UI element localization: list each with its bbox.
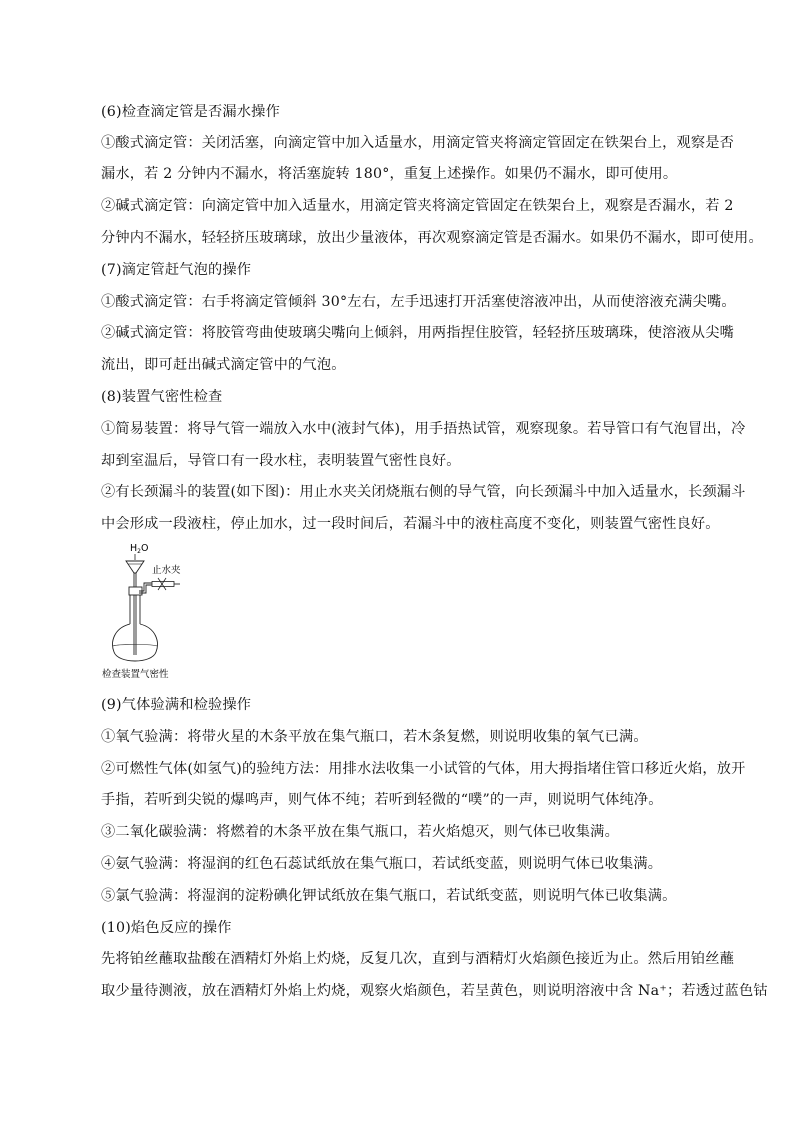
paragraph-10-1-line-2: 取少量待测液，放在酒精灯外焰上灼烧，观察火焰颜色，若呈黄色，则说明溶液中含 Na⁺；若透过蓝色钴: [101, 983, 768, 999]
paragraph-9-2-line-1: ②可燃性气体(如氢气)的验纯方法：用排水法收集一小试管的气体，用大拇指堵住管口移近火焰，放开: [101, 761, 746, 777]
clamp-icon: [158, 578, 166, 590]
paragraph-7-1: ①酸式滴定管：右手将滴定管倾斜 30°左右，左手迅速打开活塞使溶液冲出，从而使溶液充满尖嘴。: [101, 294, 736, 310]
paragraph-9-2-line-2: 手指，若听到尖锐的爆鸣声，则气体不纯；若听到轻微的“噗”的一声，则说明气体纯净。: [101, 792, 663, 808]
paragraph-8-1-line-1: ①简易装置：将导气管一端放入水中(液封气体)，用手捂热试管，观察现象。若导管口有气泡冒出，冷: [101, 421, 746, 437]
paragraph-9-3: ③二氧化碳验满：将燃着的木条平放在集气瓶口，若火焰熄灭，则气体已收集满。: [101, 824, 619, 840]
section-7-title: (7)滴定管赶气泡的操作: [101, 262, 252, 278]
paragraph-8-1-line-2: 却到室温后，导管口有一段水柱，表明装置气密性良好。: [101, 453, 461, 469]
airtightness-apparatus-figure: [100, 540, 190, 680]
paragraph-6-2-line-1: ②碱式滴定管：向滴定管中加入适量水，用滴定管夹将滴定管固定在铁架台上，观察是否漏水，若 2: [101, 198, 734, 214]
paragraph-6-1-line-2: 漏水，若 2 分钟内不漏水，将活塞旋转 180°，重复上述操作。如果仍不漏水，即可使用。: [101, 166, 678, 182]
apparatus-diagram: [100, 540, 190, 680]
paragraph-6-2-line-2: 分钟内不漏水，轻轻挤压玻璃球，放出少量液体，再次观察滴定管是否漏水。如果仍不漏水，即可使用。: [101, 230, 763, 246]
paragraph-9-1: ①氧气验满：将带火星的木条平放在集气瓶口，若木条复燃，则说明收集的氧气已满。: [101, 729, 648, 745]
paragraph-7-2-line-2: 流出，即可赶出碱式滴定管中的气泡。: [101, 357, 346, 373]
section-6-title: (6)检查滴定管是否漏水操作: [101, 104, 280, 120]
paragraph-8-2-line-2: 中会形成一段液柱，停止加水，过一段时间后，若漏斗中的液柱高度不变化，则装置气密性良好。: [101, 516, 720, 532]
paragraph-8-2-line-1: ②有长颈漏斗的装置(如下图)：用止水夹关闭烧瓶右侧的导气管，向长颈漏斗中加入适量水，长颈漏斗: [101, 484, 746, 500]
section-8-title: (8)装置气密性检查: [101, 389, 223, 405]
paragraph-10-1-line-1: 先将铂丝蘸取盐酸在酒精灯外焰上灼烧，反复几次，直到与酒精灯火焰颜色接近为止。然后用铂丝蘸: [101, 951, 735, 967]
section-10-title: (10)焰色反应的操作: [101, 920, 232, 936]
paragraph-9-4: ④氨气验满：将湿润的红色石蕊试纸放在集气瓶口，若试纸变蓝，则说明气体已收集满。: [101, 856, 663, 872]
clamp-label: 止水夹: [152, 565, 181, 576]
flask-icon: [113, 624, 158, 661]
paragraph-6-1-line-1: ①酸式滴定管：关闭活塞，向滴定管中加入适量水，用滴定管夹将滴定管固定在铁架台上，观察是否: [101, 135, 735, 151]
section-9-title: (9)气体验满和检验操作: [101, 697, 252, 713]
water-label: $H_2O$: [130, 543, 149, 555]
paragraph-7-2-line-1: ②碱式滴定管：将胶管弯曲使玻璃尖嘴向上倾斜，用两指捏住胶管，轻轻挤压玻璃珠，使溶液从尖嘴: [101, 325, 735, 341]
figure-caption: 检查装置气密性: [102, 669, 169, 680]
paragraph-9-5: ⑤氯气验满：将湿润的淀粉碘化钾试纸放在集气瓶口，若试纸变蓝，则说明气体已收集满。: [101, 888, 677, 904]
funnel-icon: [126, 561, 144, 573]
